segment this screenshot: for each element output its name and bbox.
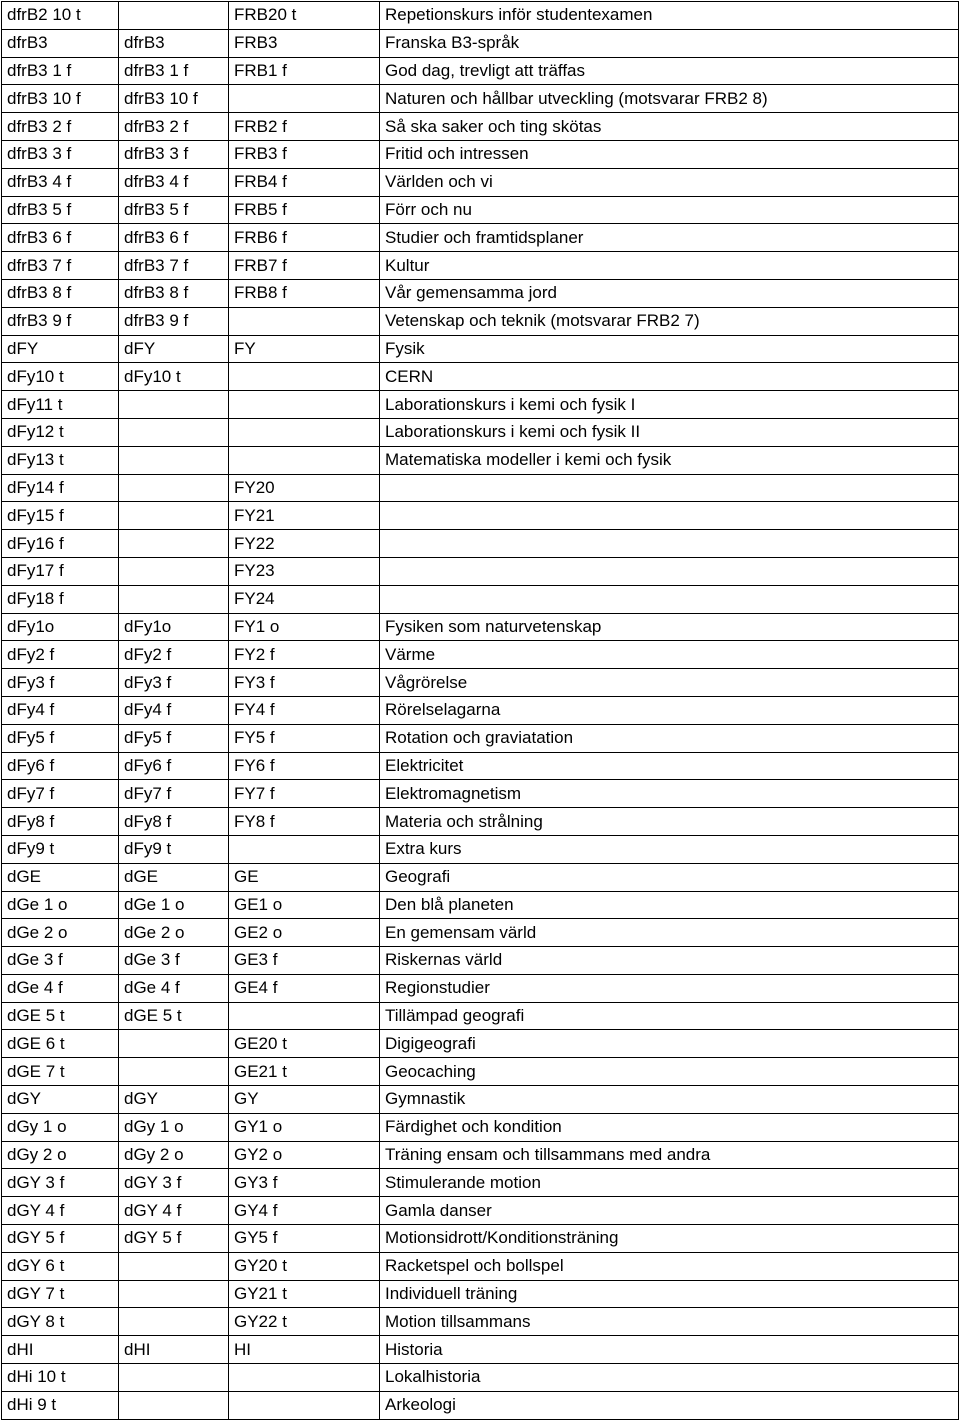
course-name-cell: Vetenskap och teknik (motsvarar FRB2 7)	[380, 307, 959, 335]
alt-code-cell: dGE	[119, 863, 229, 891]
short-code-cell: FY5 f	[229, 724, 380, 752]
course-name-cell: Geografi	[380, 863, 959, 891]
table-row	[2, 196, 959, 224]
short-code-cell: FRB2 f	[229, 113, 380, 141]
alt-code-cell: dFy8 f	[119, 808, 229, 836]
course-name-cell: Så ska saker och ting skötas	[380, 113, 959, 141]
course-code-cell: dGy 2 o	[2, 1141, 119, 1169]
course-code-cell: dFy13 t	[2, 446, 119, 474]
alt-code-cell: dGy 1 o	[119, 1113, 229, 1141]
table-row	[2, 669, 959, 697]
alt-code-cell: dfrB3 6 f	[119, 224, 229, 252]
table-row	[2, 168, 959, 196]
short-code-cell: FY1 o	[229, 613, 380, 641]
table-row	[2, 1141, 959, 1169]
course-code-cell: dFy12 t	[2, 418, 119, 446]
table-row	[2, 446, 959, 474]
short-code-cell	[229, 1391, 380, 1419]
course-name-cell: Laborationskurs i kemi och fysik I	[380, 391, 959, 419]
course-code-cell: dfrB3 9 f	[2, 307, 119, 335]
course-code-cell: dfrB3 6 f	[2, 224, 119, 252]
short-code-cell: GY	[229, 1086, 380, 1114]
alt-code-cell: dfrB3	[119, 29, 229, 57]
table-row	[2, 252, 959, 280]
course-code-cell: dGE 5 t	[2, 1002, 119, 1030]
alt-code-cell: dFy6 f	[119, 752, 229, 780]
short-code-cell: FY21	[229, 502, 380, 530]
table-row	[2, 224, 959, 252]
course-code-cell: dfrB3 1 f	[2, 57, 119, 85]
course-code-cell: dFy4 f	[2, 696, 119, 724]
course-name-cell: Geocaching	[380, 1058, 959, 1086]
course-name-cell: Värme	[380, 641, 959, 669]
table-row	[2, 974, 959, 1002]
short-code-cell: GE20 t	[229, 1030, 380, 1058]
short-code-cell: GE4 f	[229, 974, 380, 1002]
alt-code-cell: dFy10 t	[119, 363, 229, 391]
table-row	[2, 1030, 959, 1058]
table-row	[2, 641, 959, 669]
course-name-cell: Racketspel och bollspel	[380, 1252, 959, 1280]
course-code-cell: dFy1o	[2, 613, 119, 641]
course-name-cell: Fritid och intressen	[380, 140, 959, 168]
alt-code-cell: dGe 3 f	[119, 947, 229, 975]
course-code-cell: dHI	[2, 1336, 119, 1364]
table-row	[2, 947, 959, 975]
alt-code-cell	[119, 2, 229, 30]
course-name-cell: Motion tillsammans	[380, 1308, 959, 1336]
short-code-cell	[229, 1364, 380, 1392]
alt-code-cell: dFy5 f	[119, 724, 229, 752]
course-code-cell: dGY 6 t	[2, 1252, 119, 1280]
course-name-cell: Rotation och graviatation	[380, 724, 959, 752]
alt-code-cell	[119, 1391, 229, 1419]
alt-code-cell: dfrB3 9 f	[119, 307, 229, 335]
course-code-cell: dFy18 f	[2, 585, 119, 613]
course-name-cell: Rörelselagarna	[380, 696, 959, 724]
alt-code-cell: dGe 4 f	[119, 974, 229, 1002]
short-code-cell: GE2 o	[229, 919, 380, 947]
course-code-cell: dGE 6 t	[2, 1030, 119, 1058]
short-code-cell	[229, 835, 380, 863]
table-row	[2, 113, 959, 141]
short-code-cell: GE21 t	[229, 1058, 380, 1086]
table-row	[2, 1336, 959, 1364]
course-name-cell: Gymnastik	[380, 1086, 959, 1114]
short-code-cell	[229, 418, 380, 446]
table-row	[2, 1252, 959, 1280]
table-row	[2, 919, 959, 947]
alt-code-cell: dGE 5 t	[119, 1002, 229, 1030]
course-code-cell: dFY	[2, 335, 119, 363]
course-code-cell: dFy16 f	[2, 530, 119, 558]
course-code-table	[1, 1, 959, 1420]
table-row	[2, 85, 959, 113]
short-code-cell: FRB20 t	[229, 2, 380, 30]
course-name-cell: Materia och strålning	[380, 808, 959, 836]
course-code-cell: dFy10 t	[2, 363, 119, 391]
alt-code-cell	[119, 418, 229, 446]
short-code-cell: GY2 o	[229, 1141, 380, 1169]
alt-code-cell: dFy7 f	[119, 780, 229, 808]
table-row	[2, 1280, 959, 1308]
short-code-cell: FRB3 f	[229, 140, 380, 168]
short-code-cell: GY22 t	[229, 1308, 380, 1336]
short-code-cell: FY20	[229, 474, 380, 502]
short-code-cell: FY6 f	[229, 752, 380, 780]
short-code-cell: GY21 t	[229, 1280, 380, 1308]
alt-code-cell: dFy1o	[119, 613, 229, 641]
alt-code-cell	[119, 474, 229, 502]
course-code-cell: dGE 7 t	[2, 1058, 119, 1086]
short-code-cell: FRB1 f	[229, 57, 380, 85]
course-name-cell: Fysiken som naturvetenskap	[380, 613, 959, 641]
alt-code-cell: dGY 5 f	[119, 1225, 229, 1253]
course-name-cell: Världen och vi	[380, 168, 959, 196]
course-code-cell: dfrB3	[2, 29, 119, 57]
course-code-cell: dfrB3 7 f	[2, 252, 119, 280]
table-row	[2, 418, 959, 446]
short-code-cell: FRB4 f	[229, 168, 380, 196]
table-row	[2, 696, 959, 724]
short-code-cell: GE	[229, 863, 380, 891]
table-row	[2, 1391, 959, 1419]
table-row	[2, 29, 959, 57]
short-code-cell	[229, 363, 380, 391]
table-row	[2, 835, 959, 863]
course-name-cell: En gemensam värld	[380, 919, 959, 947]
table-row	[2, 140, 959, 168]
course-code-cell: dFy17 f	[2, 557, 119, 585]
short-code-cell	[229, 307, 380, 335]
table-row	[2, 474, 959, 502]
short-code-cell: FY7 f	[229, 780, 380, 808]
short-code-cell: FY24	[229, 585, 380, 613]
course-code-cell: dGY 5 f	[2, 1225, 119, 1253]
course-name-cell	[380, 530, 959, 558]
short-code-cell: FY4 f	[229, 696, 380, 724]
short-code-cell: GY5 f	[229, 1225, 380, 1253]
table-row	[2, 613, 959, 641]
course-name-cell: Tillämpad geografi	[380, 1002, 959, 1030]
course-name-cell: Gamla danser	[380, 1197, 959, 1225]
course-name-cell: Motionsidrott/Konditionsträning	[380, 1225, 959, 1253]
short-code-cell: FY22	[229, 530, 380, 558]
short-code-cell: GY4 f	[229, 1197, 380, 1225]
short-code-cell	[229, 391, 380, 419]
course-name-cell	[380, 585, 959, 613]
course-code-cell: dGy 1 o	[2, 1113, 119, 1141]
short-code-cell: FY3 f	[229, 669, 380, 697]
table-body	[2, 2, 959, 1420]
alt-code-cell: dfrB3 3 f	[119, 140, 229, 168]
course-code-cell: dGE	[2, 863, 119, 891]
alt-code-cell: dfrB3 1 f	[119, 57, 229, 85]
course-name-cell: Repetionskurs inför studentexamen	[380, 2, 959, 30]
short-code-cell: HI	[229, 1336, 380, 1364]
alt-code-cell	[119, 502, 229, 530]
alt-code-cell: dfrB3 4 f	[119, 168, 229, 196]
course-name-cell: Den blå planeten	[380, 891, 959, 919]
table-row	[2, 2, 959, 30]
short-code-cell: GE1 o	[229, 891, 380, 919]
course-code-cell: dfrB3 3 f	[2, 140, 119, 168]
alt-code-cell: dGe 1 o	[119, 891, 229, 919]
table-row	[2, 1364, 959, 1392]
alt-code-cell: dfrB3 2 f	[119, 113, 229, 141]
short-code-cell: FRB6 f	[229, 224, 380, 252]
table-row	[2, 335, 959, 363]
course-code-cell: dGY 4 f	[2, 1197, 119, 1225]
table-row	[2, 530, 959, 558]
alt-code-cell	[119, 585, 229, 613]
alt-code-cell: dfrB3 5 f	[119, 196, 229, 224]
course-code-cell: dHi 9 t	[2, 1391, 119, 1419]
course-code-cell: dGY 7 t	[2, 1280, 119, 1308]
course-name-cell: Vår gemensamma jord	[380, 279, 959, 307]
course-name-cell: Regionstudier	[380, 974, 959, 1002]
table-row	[2, 1308, 959, 1336]
course-name-cell: Matematiska modeller i kemi och fysik	[380, 446, 959, 474]
short-code-cell	[229, 85, 380, 113]
table-row	[2, 1086, 959, 1114]
table-row	[2, 1169, 959, 1197]
alt-code-cell: dGY 3 f	[119, 1169, 229, 1197]
table-row	[2, 502, 959, 530]
course-name-cell: Historia	[380, 1336, 959, 1364]
short-code-cell: FY23	[229, 557, 380, 585]
course-name-cell: Kultur	[380, 252, 959, 280]
course-code-cell: dGe 1 o	[2, 891, 119, 919]
table-row	[2, 391, 959, 419]
course-name-cell: Elektromagnetism	[380, 780, 959, 808]
course-name-cell: Extra kurs	[380, 835, 959, 863]
alt-code-cell	[119, 557, 229, 585]
alt-code-cell: dfrB3 7 f	[119, 252, 229, 280]
course-code-cell: dFy5 f	[2, 724, 119, 752]
course-name-cell: God dag, trevligt att träffas	[380, 57, 959, 85]
course-code-cell: dFy11 t	[2, 391, 119, 419]
alt-code-cell	[119, 391, 229, 419]
table-row	[2, 57, 959, 85]
course-code-cell: dFy14 f	[2, 474, 119, 502]
course-name-cell	[380, 502, 959, 530]
short-code-cell: FRB3	[229, 29, 380, 57]
course-name-cell: Färdighet och kondition	[380, 1113, 959, 1141]
short-code-cell: GY3 f	[229, 1169, 380, 1197]
table-row	[2, 808, 959, 836]
alt-code-cell: dHI	[119, 1336, 229, 1364]
short-code-cell: FY	[229, 335, 380, 363]
table-row	[2, 557, 959, 585]
course-code-cell: dGe 3 f	[2, 947, 119, 975]
alt-code-cell: dFy4 f	[119, 696, 229, 724]
short-code-cell: FRB5 f	[229, 196, 380, 224]
table-row	[2, 1225, 959, 1253]
alt-code-cell	[119, 1308, 229, 1336]
table-row	[2, 724, 959, 752]
course-code-cell: dFy7 f	[2, 780, 119, 808]
table-row	[2, 1197, 959, 1225]
alt-code-cell: dGY	[119, 1086, 229, 1114]
course-name-cell: CERN	[380, 363, 959, 391]
course-code-cell: dfrB2 10 t	[2, 2, 119, 30]
course-code-cell: dFy15 f	[2, 502, 119, 530]
course-code-cell: dFy3 f	[2, 669, 119, 697]
course-name-cell: Förr och nu	[380, 196, 959, 224]
alt-code-cell: dGe 2 o	[119, 919, 229, 947]
alt-code-cell	[119, 446, 229, 474]
short-code-cell: GE3 f	[229, 947, 380, 975]
alt-code-cell	[119, 1252, 229, 1280]
short-code-cell	[229, 446, 380, 474]
course-name-cell: Lokalhistoria	[380, 1364, 959, 1392]
table-row	[2, 891, 959, 919]
alt-code-cell	[119, 1030, 229, 1058]
short-code-cell	[229, 1002, 380, 1030]
course-name-cell: Fysik	[380, 335, 959, 363]
table-row	[2, 1058, 959, 1086]
course-code-cell: dfrB3 2 f	[2, 113, 119, 141]
alt-code-cell: dfrB3 8 f	[119, 279, 229, 307]
course-code-cell: dfrB3 4 f	[2, 168, 119, 196]
table-row	[2, 863, 959, 891]
short-code-cell: FRB8 f	[229, 279, 380, 307]
course-name-cell: Riskernas värld	[380, 947, 959, 975]
course-code-cell: dfrB3 10 f	[2, 85, 119, 113]
table-row	[2, 780, 959, 808]
alt-code-cell: dfrB3 10 f	[119, 85, 229, 113]
course-name-cell: Digigeografi	[380, 1030, 959, 1058]
course-name-cell: Individuell träning	[380, 1280, 959, 1308]
course-name-cell: Studier och framtidsplaner	[380, 224, 959, 252]
course-code-cell: dFy8 f	[2, 808, 119, 836]
alt-code-cell: dFy2 f	[119, 641, 229, 669]
table-row	[2, 307, 959, 335]
course-code-cell: dHi 10 t	[2, 1364, 119, 1392]
course-name-cell: Franska B3-språk	[380, 29, 959, 57]
table-row	[2, 1002, 959, 1030]
short-code-cell: GY20 t	[229, 1252, 380, 1280]
course-name-cell: Vågrörelse	[380, 669, 959, 697]
course-name-cell: Elektricitet	[380, 752, 959, 780]
course-name-cell: Stimulerande motion	[380, 1169, 959, 1197]
course-name-cell: Naturen och hållbar utveckling (motsvarar FRB2 8)	[380, 85, 959, 113]
course-code-cell: dfrB3 8 f	[2, 279, 119, 307]
course-name-cell: Arkeologi	[380, 1391, 959, 1419]
course-code-cell: dGY 8 t	[2, 1308, 119, 1336]
course-code-cell: dfrB3 5 f	[2, 196, 119, 224]
short-code-cell: FY2 f	[229, 641, 380, 669]
course-code-cell: dGY 3 f	[2, 1169, 119, 1197]
alt-code-cell: dGY 4 f	[119, 1197, 229, 1225]
course-name-cell: Laborationskurs i kemi och fysik II	[380, 418, 959, 446]
table-row	[2, 363, 959, 391]
course-code-cell: dGe 2 o	[2, 919, 119, 947]
table-row	[2, 585, 959, 613]
course-name-cell: Träning ensam och tillsammans med andra	[380, 1141, 959, 1169]
course-code-cell: dGY	[2, 1086, 119, 1114]
alt-code-cell: dFY	[119, 335, 229, 363]
alt-code-cell	[119, 1364, 229, 1392]
alt-code-cell: dFy3 f	[119, 669, 229, 697]
table-row	[2, 279, 959, 307]
alt-code-cell	[119, 530, 229, 558]
alt-code-cell	[119, 1058, 229, 1086]
short-code-cell: FY8 f	[229, 808, 380, 836]
short-code-cell: FRB7 f	[229, 252, 380, 280]
alt-code-cell: dGy 2 o	[119, 1141, 229, 1169]
course-name-cell	[380, 557, 959, 585]
table-row	[2, 752, 959, 780]
course-code-cell: dFy6 f	[2, 752, 119, 780]
table-row	[2, 1113, 959, 1141]
alt-code-cell	[119, 1280, 229, 1308]
alt-code-cell: dFy9 t	[119, 835, 229, 863]
course-name-cell	[380, 474, 959, 502]
course-code-cell: dGe 4 f	[2, 974, 119, 1002]
course-code-cell: dFy2 f	[2, 641, 119, 669]
short-code-cell: GY1 o	[229, 1113, 380, 1141]
course-code-cell: dFy9 t	[2, 835, 119, 863]
